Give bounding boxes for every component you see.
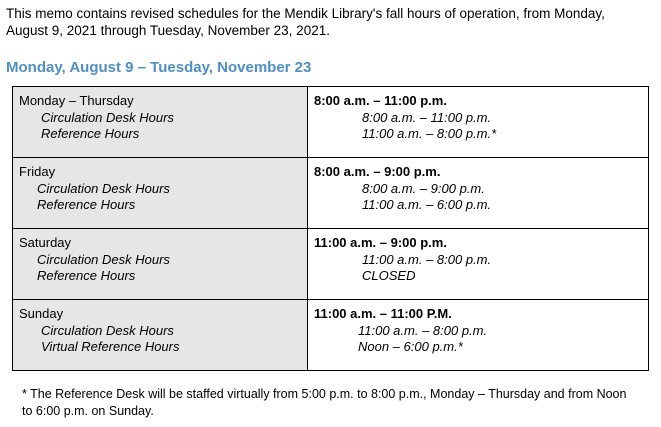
hours-cell bbox=[308, 158, 649, 229]
day-name: Saturday bbox=[19, 235, 72, 250]
service-hours: 11:00 a.m. – 8:00 p.m. bbox=[362, 251, 492, 267]
service-hours: 11:00 a.m. – 6:00 p.m. bbox=[362, 197, 492, 212]
service-hours: Noon – 6:00 p.m.* bbox=[358, 339, 463, 354]
total-hours: 8:00 a.m. – 9:00 p.m. bbox=[314, 164, 441, 179]
total-hours: 11:00 a.m. – 9:00 p.m. bbox=[314, 235, 447, 250]
intro-text: This memo contains revised schedules for the Mendik Library's fall hours of operation, from Monday, August 9, 2021 through Tuesday, November 23, 2021. bbox=[6, 6, 605, 38]
hours-cell bbox=[308, 300, 649, 371]
service-hours: CLOSED bbox=[362, 268, 416, 283]
day-cell bbox=[13, 158, 308, 229]
schedule-table bbox=[12, 86, 649, 371]
service-label: Circulation Desk Hours bbox=[41, 109, 174, 125]
service-hours: 11:00 a.m. – 8:00 p.m.* bbox=[362, 126, 497, 141]
day-name: Friday bbox=[19, 164, 56, 179]
day-name: Sunday bbox=[19, 306, 64, 321]
hours-cell bbox=[308, 229, 649, 300]
total-hours: 8:00 a.m. – 11:00 p.m. bbox=[314, 93, 447, 108]
service-hours: 8:00 a.m. – 11:00 p.m. bbox=[362, 109, 492, 125]
service-label: Virtual Reference Hours bbox=[41, 339, 180, 354]
service-hours: 11:00 a.m. – 8:00 p.m. bbox=[358, 322, 488, 338]
service-label: Reference Hours bbox=[37, 268, 136, 283]
service-hours: 8:00 a.m. – 9:00 p.m. bbox=[362, 180, 485, 196]
total-hours: 11:00 a.m. – 11:00 P.M. bbox=[314, 306, 452, 321]
schedule-heading: Monday, August 9 – Tuesday, November 23 bbox=[6, 59, 312, 76]
day-cell bbox=[13, 300, 308, 371]
footnote: * The Reference Desk will be staffed virtually from 5:00 p.m. to 8:00 p.m., Monday – Thursday and from Noon to 6:00 p.m. on Sunday. bbox=[22, 387, 627, 418]
service-label: Circulation Desk Hours bbox=[41, 322, 174, 338]
service-label: Circulation Desk Hours bbox=[37, 180, 170, 196]
service-label: Reference Hours bbox=[37, 197, 136, 212]
schedule-row-saturday bbox=[13, 229, 649, 300]
schedule-row-sunday bbox=[13, 300, 649, 371]
service-label: Reference Hours bbox=[41, 126, 140, 141]
schedule-row-monday-thursday bbox=[13, 87, 649, 158]
day-name: Monday – Thursday bbox=[19, 93, 134, 108]
schedule-row-friday bbox=[13, 158, 649, 229]
hours-cell bbox=[308, 87, 649, 158]
service-label: Circulation Desk Hours bbox=[37, 251, 170, 267]
day-cell bbox=[13, 229, 308, 300]
day-cell bbox=[13, 87, 308, 158]
